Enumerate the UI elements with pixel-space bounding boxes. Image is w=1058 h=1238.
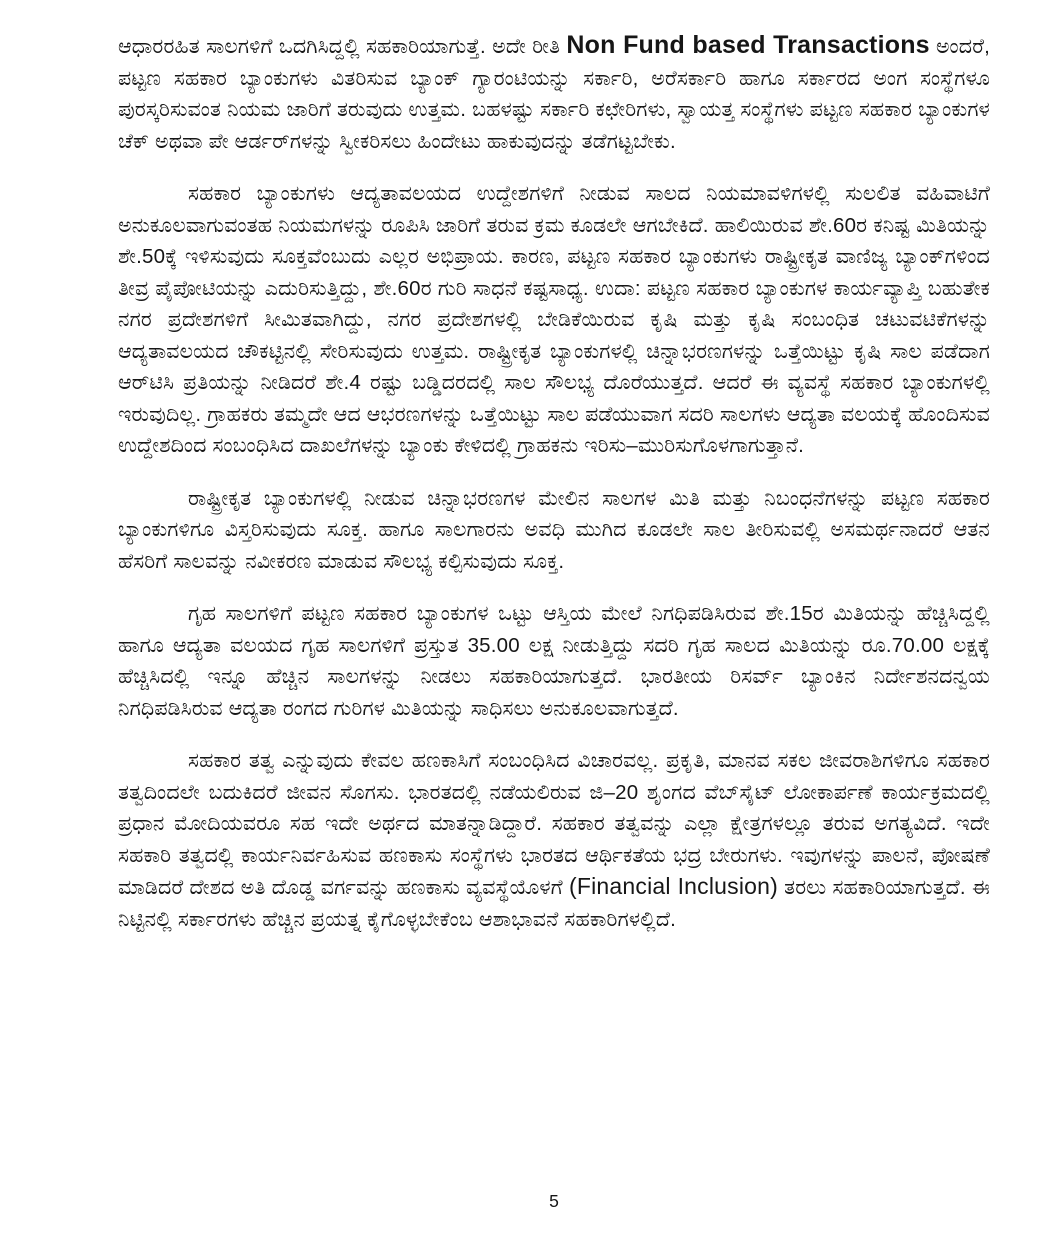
- paragraph-3: [118, 483, 990, 578]
- paragraph-2-kannada-text: ಸಹಕಾರ ಬ್ಯಾಂಕುಗಳು ಆದ್ಯತಾವಲಯದ ಉದ್ದೇಶಗಳಿಗೆ ನೀಡುವ ಸಾಲದ ನಿಯಮಾವಳಿಗಳಲ್ಲಿ ಸುಲಲಿತ ವಹಿವಾಟಿಗೆ ಅನುಕೂಲವಾಗುವಂತಹ ನಿಯಮಗಳನ್ನು ರೂಪಿಸಿ ಜಾರಿಗೆ ತರುವ ಕ್ರಮ ಕೂಡಲೇ ಆಗಬೇಕಿದೆ. ಹಾಲಿಯಿರುವ ಶೇ.60ರ ಕನಿಷ್ಟ ಮಿತಿಯನ್ನು ಶೇ.50ಕ್ಕೆ ಇಳಿಸುವುದು ಸೂಕ್ತವೆಂಬುದು ಎಲ್ಲರ ಅಭಿಪ್ರಾಯ. ಕಾರಣ, ಪಟ್ಟಣ ಸಹಕಾರ ಬ್ಯಾಂಕುಗಳು ರಾಷ್ಟ್ರೀಕೃತ ವಾಣಿಜ್ಯ ಬ್ಯಾಂಕ್‌ಗಳಿಂದ ತೀವ್ರ ಪೈಪೋಟಿಯನ್ನು ಎದುರಿಸುತ್ತಿದ್ದು, ಶೇ.60ರ ಗುರಿ ಸಾಧನೆ ಕಷ್ಟಸಾಧ್ಯ. ಉದಾ: ಪಟ್ಟಣ ಸಹಕಾರ ಬ್ಯಾಂಕುಗಳ ಕಾರ್ಯವ್ಯಾಪ್ತಿ ಬಹುತೇಕ ನಗರ ಪ್ರದೇಶಗಳಿಗೆ ಸೀಮಿತವಾಗಿದ್ದು, ನಗರ ಪ್ರದೇಶಗಳಲ್ಲಿ ಬೇಡಿಕೆಯಿರುವ ಕೃಷಿ ಮತ್ತು ಕೃಷಿ ಸಂಬಂಧಿತ ಚಟುವಟಿಕೆಗಳನ್ನು ಆದ್ಯತಾವಲಯದ ಚೌಕಟ್ಟಿನಲ್ಲಿ ಸೇರಿಸುವುದು ಉತ್ತಮ. ರಾಷ್ಟ್ರೀಕೃತ ಬ್ಯಾಂಕುಗಳಲ್ಲಿ ಚಿನ್ನಾಭರಣಗಳನ್ನು ಒತ್ತೆಯಿಟ್ಟು ಕೃಷಿ ಸಾಲ ಪಡೆದಾಗ ಆರ್‌ಟಿಸಿ ಪ್ರತಿಯನ್ನು ನೀಡಿದರೆ ಶೇ.4 ರಷ್ಟು ಬಡ್ಡಿದರದಲ್ಲಿ ಸಾಲ ಸೌಲಭ್ಯ ದೊರೆಯುತ್ತದೆ. ಆದರೆ ಈ ವ್ಯವಸ್ಥೆ ಸಹಕಾರ ಬ್ಯಾಂಕುಗಳಲ್ಲಿ ಇರುವುದಿಲ್ಲ. ಗ್ರಾಹಕರು ತಮ್ಮದೇ ಆದ ಆಭರಣಗಳನ್ನು ಒತ್ತೆಯಿಟ್ಟು ಸಾಲ ಪಡೆಯುವಾಗ ಸದರಿ ಸಾಲಗಳು ಆದ್ಯತಾ ವಲಯಕ್ಕೆ ಹೊಂದಿಸುವ ಉದ್ದೇಶದಿಂದ ಸಂಬಂಧಿಸಿದ ದಾಖಲೆಗಳನ್ನು ಬ್ಯಾಂಕು ಕೇಳಿದಲ್ಲಿ ಗ್ರಾಹಕನು ಇರಿಸು–ಮುರಿಸುಗೊಳಗಾಗುತ್ತಾನೆ.: [118, 182, 990, 457]
- paragraph-1-english-phrase-bold: Non Fund based Transactions: [566, 31, 930, 59]
- paragraph-4-kannada-text: ಗೃಹ ಸಾಲಗಳಿಗೆ ಪಟ್ಟಣ ಸಹಕಾರ ಬ್ಯಾಂಕುಗಳ ಒಟ್ಟು ಆಸ್ತಿಯ ಮೇಲೆ ನಿಗಧಿಪಡಿಸಿರುವ ಶೇ.15ರ ಮಿತಿಯನ್ನು ಹೆಚ್ಚಿಸಿದ್ದಲ್ಲಿ ಹಾಗೂ ಆದ್ಯತಾ ವಲಯದ ಗೃಹ ಸಾಲಗಳಿಗೆ ಪ್ರಸ್ತುತ 35.00 ಲಕ್ಷ ನೀಡುತ್ತಿದ್ದು ಸದರಿ ಗೃಹ ಸಾಲದ ಮಿತಿಯನ್ನು ರೂ.70.00 ಲಕ್ಷಕ್ಕೆ ಹೆಚ್ಚಿಸಿದಲ್ಲಿ ಇನ್ನೂ ಹೆಚ್ಚಿನ ಸಾಲಗಳನ್ನು ನೀಡಲು ಸಹಕಾರಿಯಾಗುತ್ತದೆ. ಭಾರತೀಯ ರಿಸರ್ವ್ ಬ್ಯಾಂಕಿನ ನಿರ್ದೇಶನದನ್ವಯ ನಿಗಧಿಪಡಿಸಿರುವ ಆದ್ಯತಾ ರಂಗದ ಗುರಿಗಳ ಮಿತಿಯನ್ನು ಸಾಧಿಸಲು ಅನುಕೂಲವಾಗುತ್ತದೆ.: [118, 602, 990, 720]
- paragraph-5-english-phrase-regular: (Financial Inclusion): [568, 873, 778, 899]
- page-number: 5: [549, 1191, 559, 1211]
- paragraph-5-kannada-text-start: ಸಹಕಾರ ತತ್ವ ಎನ್ನುವುದು ಕೇವಲ ಹಣಕಾಸಿಗೆ ಸಂಬಂಧಿಸಿದ ವಿಚಾರವಲ್ಲ. ಪ್ರಕೃತಿ, ಮಾನವ ಸಕಲ ಜೀವರಾಶಿಗಳಿಗೂ ಸಹಕಾರ ತತ್ವದಿಂದಲೇ ಬದುಕಿದರೆ ಜೀವನ ಸೊಗಸು. ಭಾರತದಲ್ಲಿ ನಡೆಯಲಿರುವ ಜಿ–20 ಶೃಂಗದ ವೆಬ್‌ಸೈಟ್ ಲೋಕಾರ್ಪಣೆ ಕಾರ್ಯಕ್ರಮದಲ್ಲಿ ಪ್ರಧಾನ ಮೋದಿಯವರೂ ಸಹ ಇದೇ ಅರ್ಥದ ಮಾತನ್ನಾಡಿದ್ದಾರೆ. ಸಹಕಾರ ತತ್ವವನ್ನು ಎಲ್ಲಾ ಕ್ಷೇತ್ರಗಳಲ್ಲೂ ತರುವ ಅಗತ್ಯವಿದೆ. ಇದೇ ಸಹಕಾರಿ ತತ್ವದಲ್ಲಿ ಕಾರ್ಯನಿರ್ವಹಿಸುವ ಹಣಕಾಸು ಸಂಸ್ಥೆಗಳು ಭಾರತದ ಆರ್ಥಿಕತೆಯ ಭದ್ರ ಬೇರುಗಳು. ಇವುಗಳನ್ನು ಪಾಲನೆ, ಪೋಷಣೆ ಮಾಡಿದರೆ ದೇಶದ ಅತಿ ದೊಡ್ಡ ವರ್ಗವನ್ನು ಹಣಕಾಸು ವ್ಯವಸ್ಥೆಯೊಳಗೆ: [118, 749, 990, 899]
- paragraph-1: [118, 30, 990, 157]
- paragraph-5-kannada-text-end: ತರಲು ಸಹಕಾರಿಯಾಗುತ್ತದೆ. ಈ ನಿಟ್ಟಿನಲ್ಲಿ ಸರ್ಕಾರಗಳು ಹೆಚ್ಚಿನ ಪ್ರಯತ್ನ ಕೈಗೊಳ್ಳಬೇಕೆಂಬ ಆಶಾಭಾವನೆ ಸಹಕಾರಿಗಳಲ್ಲಿದೆ.: [118, 876, 990, 931]
- document-body: [118, 30, 990, 956]
- paragraph-3-kannada-text: ರಾಷ್ಟ್ರೀಕೃತ ಬ್ಯಾಂಕುಗಳಲ್ಲಿ ನೀಡುವ ಚಿನ್ನಾಭರಣಗಳ ಮೇಲಿನ ಸಾಲಗಳ ಮಿತಿ ಮತ್ತು ನಿಬಂಧನೆಗಳನ್ನು ಪಟ್ಟಣ ಸಹಕಾರ ಬ್ಯಾಂಕುಗಳಿಗೂ ವಿಸ್ತರಿಸುವುದು ಸೂಕ್ತ. ಹಾಗೂ ಸಾಲಗಾರನು ಅವಧಿ ಮುಗಿದ ಕೂಡಲೇ ಸಾಲ ತೀರಿಸುವಲ್ಲಿ ಅಸಮರ್ಥನಾದರೆ ಆತನ ಹೆಸರಿಗೆ ಸಾಲವನ್ನು ನವೀಕರಣ ಮಾಡುವ ಸೌಲಭ್ಯ ಕಲ್ಪಿಸುವುದು ಸೂಕ್ತ.: [118, 486, 990, 573]
- paragraph-5: [118, 745, 990, 935]
- paragraph-1-kannada-text-end: ಅಂದರೆ, ಪಟ್ಟಣ ಸಹಕಾರ ಬ್ಯಾಂಕುಗಳು ವಿತರಿಸುವ ಬ್ಯಾಂಕ್ ಗ್ಯಾರಂಟಿಯನ್ನು ಸರ್ಕಾರಿ, ಅರೆಸರ್ಕಾರಿ ಹಾಗೂ ಸರ್ಕಾರದ ಅಂಗ ಸಂಸ್ಥೆಗಳೂ ಪುರಸ್ಕರಿಸುವಂತ ನಿಯಮ ಜಾರಿಗೆ ತರುವುದು ಉತ್ತಮ. ಬಹಳಷ್ಟು ಸರ್ಕಾರಿ ಕಛೇರಿಗಳು, ಸ್ವಾಯತ್ತ ಸಂಸ್ಥೆಗಳು ಪಟ್ಟಣ ಸಹಕಾರ ಬ್ಯಾಂಕುಗಳ ಚೆಕ್ ಅಥವಾ ಪೇ ಆರ್ಡರ್‌ಗಳನ್ನು ಸ್ವೀಕರಿಸಲು ಹಿಂದೇಟು ಹಾಕುವುದನ್ನು ತಡೆಗಟ್ಟಬೇಕು.: [118, 35, 990, 153]
- paragraph-2: [118, 178, 990, 462]
- paragraph-4: [118, 598, 990, 724]
- paragraph-1-kannada-text-start: ಆಧಾರರಹಿತ ಸಾಲಗಳಿಗೆ ಒದಗಿಸಿದ್ದಲ್ಲಿ ಸಹಕಾರಿಯಾಗುತ್ತೆ. ಅದೇ ರೀತಿ: [118, 35, 567, 58]
